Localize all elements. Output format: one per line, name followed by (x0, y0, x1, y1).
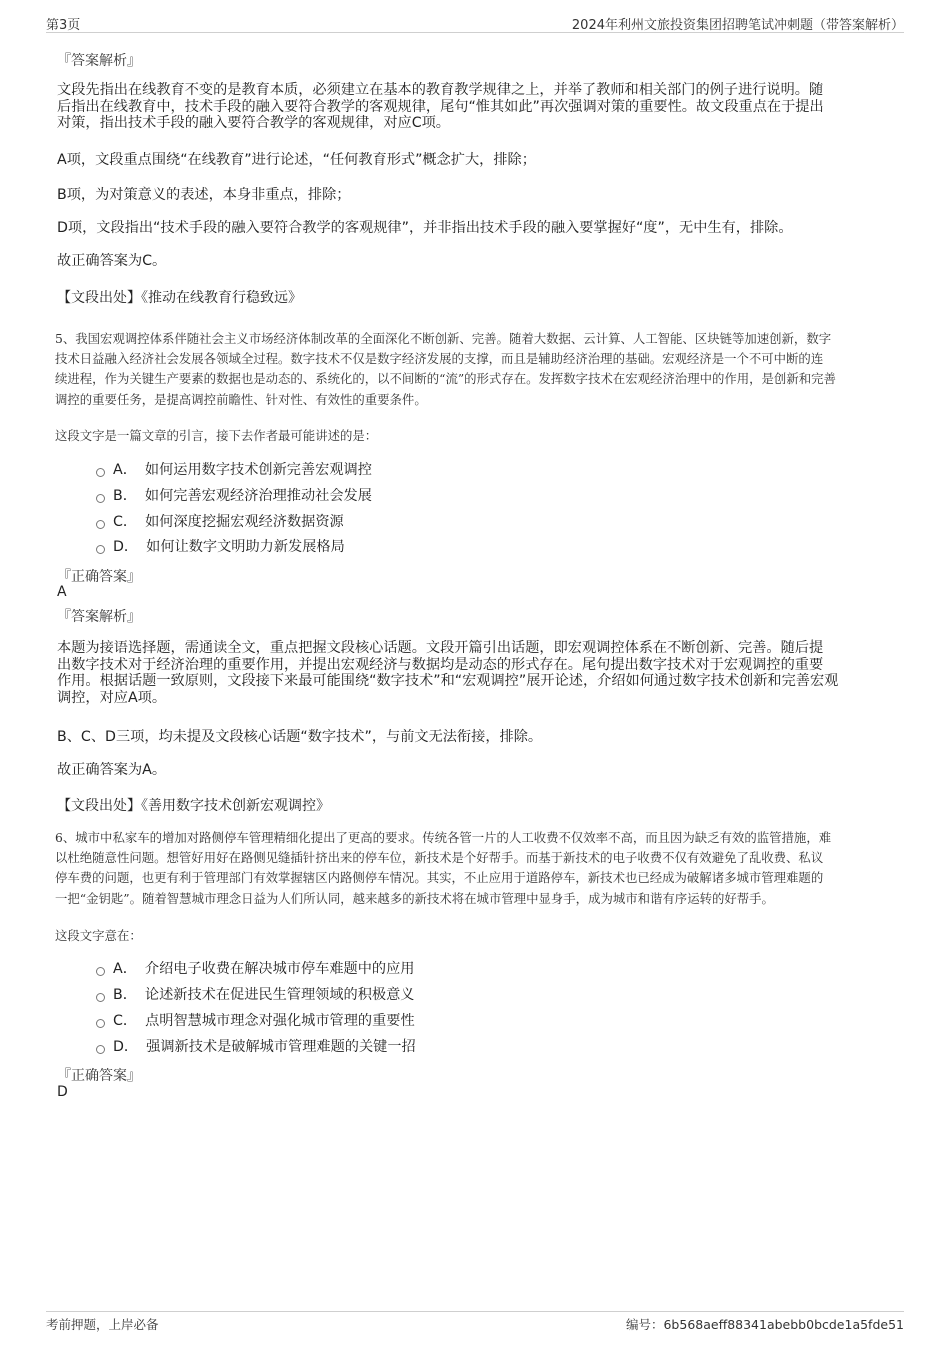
radio-button[interactable] (96, 494, 105, 503)
text-line: 文段先指出在线教育不变的是教育本质，必须建立在基本的教育教学规律之上，并举了教师和相关部门的例子进行说明。随 (57, 82, 824, 98)
question-5-prompt: 这段文字是一篇文章的引言，接下去作者最可能讲述的是： (55, 428, 378, 443)
question-5-text (55, 329, 900, 410)
analysis-conclusion: 故正确答案为A。 (57, 762, 167, 778)
option-key: A． (113, 961, 137, 977)
option-text: 论述新技术在促进民生管理领域的积极意义 (144, 987, 415, 1003)
option-key: C． (113, 1013, 138, 1029)
analysis-note-a: A项，文段重点围绕“在线教育”进行论述，“任何教育形式”概念扩大，排除； (57, 152, 536, 168)
document-title: 2024年利州文旅投资集团招聘笔试冲刺题（带答案解析） (571, 18, 904, 33)
option-c[interactable] (96, 1010, 415, 1030)
option-text: 点明智慧城市理念对强化城市管理的重要性 (145, 1013, 415, 1029)
text-line: 停车费的问题，也更有利于管理部门有效掌握辖区内路侧停车情况。其实，不止应用于道路停车，新技术也已经成为破解诸多城市管理难题的 (55, 870, 824, 886)
analysis-label: 『答案解析』 (57, 609, 141, 625)
option-text: 如何完善宏观经济治理推动社会发展 (144, 488, 372, 504)
analysis-note-b: B项，为对策意义的表述，本身非重点，排除； (57, 187, 351, 203)
analysis-label: 『答案解析』 (57, 53, 141, 69)
radio-button[interactable] (96, 545, 105, 554)
text-line: 6、城市中私家车的增加对路侧停车管理精细化提出了更高的要求。传统各管一片的人工收费不仅效率不高，而且因为缺乏有效的监管措施，难 (55, 830, 832, 845)
correct-answer: A (57, 584, 67, 600)
option-key: B． (113, 488, 137, 504)
option-key: D． (113, 539, 139, 555)
option-a[interactable] (96, 459, 372, 479)
text-line: 对策，指出技术手段的融入要符合教学的客观规律，对应C项。 (57, 115, 450, 131)
option-text: 如何深度挖掘宏观经济数据资源 (145, 514, 344, 530)
text-line: 调控的重要任务，是提高调控前瞻性、针对性、有效性的重要条件。 (55, 391, 427, 407)
correct-answer: D (57, 1084, 68, 1100)
option-d[interactable] (96, 536, 345, 556)
text-line: 技术日益融入经济社会发展各领域全过程。数字技术不仅是数字经济发展的支撑，而且是辅助经济治理的基础。宏观经济是一个不可中断的连 (55, 351, 824, 367)
passage-source: 【文段出处】《推动在线教育行稳致远》 (57, 290, 302, 306)
page-header (46, 12, 904, 33)
analysis-conclusion: 故正确答案为C。 (57, 253, 167, 269)
option-text: 如何让数字文明助力新发展格局 (146, 539, 345, 555)
option-a[interactable] (96, 958, 414, 978)
option-key: A． (113, 462, 137, 478)
radio-button[interactable] (96, 993, 105, 1002)
text-line: 续进程，作为关键生产要素的数据也是动态的、系统化的，以不间断的“流”的形式存在。发挥数字技术在宏观经济治理中的作用，是创新和完善 (55, 371, 836, 387)
option-text: 如何运用数字技术创新完善宏观调控 (144, 462, 372, 478)
option-b[interactable] (96, 485, 372, 505)
radio-button[interactable] (96, 520, 105, 529)
footer-slogan: 考前押题，上岸必备 (46, 1317, 159, 1332)
correct-answer-label: 『正确答案』 (57, 1068, 141, 1084)
analysis-paragraph (57, 640, 895, 706)
option-text: 强调新技术是破解城市管理难题的关键一招 (146, 1039, 416, 1055)
passage-source: 【文段出处】《善用数字技术创新宏观调控》 (57, 798, 330, 814)
option-b[interactable] (96, 984, 415, 1004)
text-line: 本题为接语选择题，需通读全文，重点把握文段核心话题。文段开篇引出话题，即宏观调控体系在不断创新、完善。随后提 (57, 640, 824, 656)
document-code: 编号：6b568aeff88341abebb0bcde1a5fde51 (625, 1317, 904, 1332)
option-d[interactable] (96, 1036, 416, 1056)
page-number: 第3页 (46, 18, 81, 33)
option-text: 介绍电子收费在解决城市停车难题中的应用 (144, 961, 415, 977)
question-6-prompt: 这段文字意在： (55, 928, 142, 943)
text-line: 以杜绝随意性问题。想管好用好在路侧见缝插针挤出来的停车位，新技术是个好帮手。而基于新技术的电子收费不仅有效避免了乱收费、私议 (55, 850, 824, 866)
analysis-paragraph (57, 82, 895, 132)
text-line: 5、我国宏观调控体系伴随社会主义市场经济体制改革的全面深化不断创新、完善。随着大数据、云计算、人工智能、区块链等加速创新，数字 (55, 331, 832, 346)
analysis-note-bcd: B、C、D三项，均未提及文段核心话题“数字技术”，与前文无法衔接，排除。 (57, 729, 543, 745)
analysis-note-d: D项，文段指出“技术手段的融入要符合教学的客观规律”，并非指出技术手段的融入要掌握好“度”，无中生有，排除。 (57, 220, 793, 236)
option-c[interactable] (96, 511, 344, 531)
option-key: B． (113, 987, 137, 1003)
radio-button[interactable] (96, 967, 105, 976)
text-line: 调控，对应A项。 (57, 689, 167, 706)
radio-button[interactable] (96, 1045, 105, 1054)
option-key: D． (113, 1039, 139, 1055)
text-line: 后指出在线教育中，技术手段的融入要符合教学的客观规律，尾句“惟其如此”再次强调对策的重要性。故文段重点在于提出 (57, 98, 824, 115)
text-line: 出数字技术对于经济治理的重要作用，并提出宏观经济与数据均是动态的形式存在。尾句提出数字技术对于宏观调控的重要 (57, 656, 824, 673)
radio-button[interactable] (96, 1019, 105, 1028)
text-line: 作用。根据话题一致原则，文段接下来最可能围绕“数字技术”和“宏观调控”展开论述，介绍如何通过数字技术创新和完善宏观 (57, 673, 839, 689)
text-line: 一把“金钥匙”。随着智慧城市理念日益为人们所认同，越来越多的新技术将在城市管理中显身手，成为城市和谐有序运转的好帮手。 (55, 890, 774, 906)
question-6-text (55, 828, 900, 909)
correct-answer-label: 『正确答案』 (57, 569, 141, 585)
option-key: C． (113, 514, 138, 530)
page-footer (46, 1311, 904, 1336)
radio-button[interactable] (96, 468, 105, 477)
